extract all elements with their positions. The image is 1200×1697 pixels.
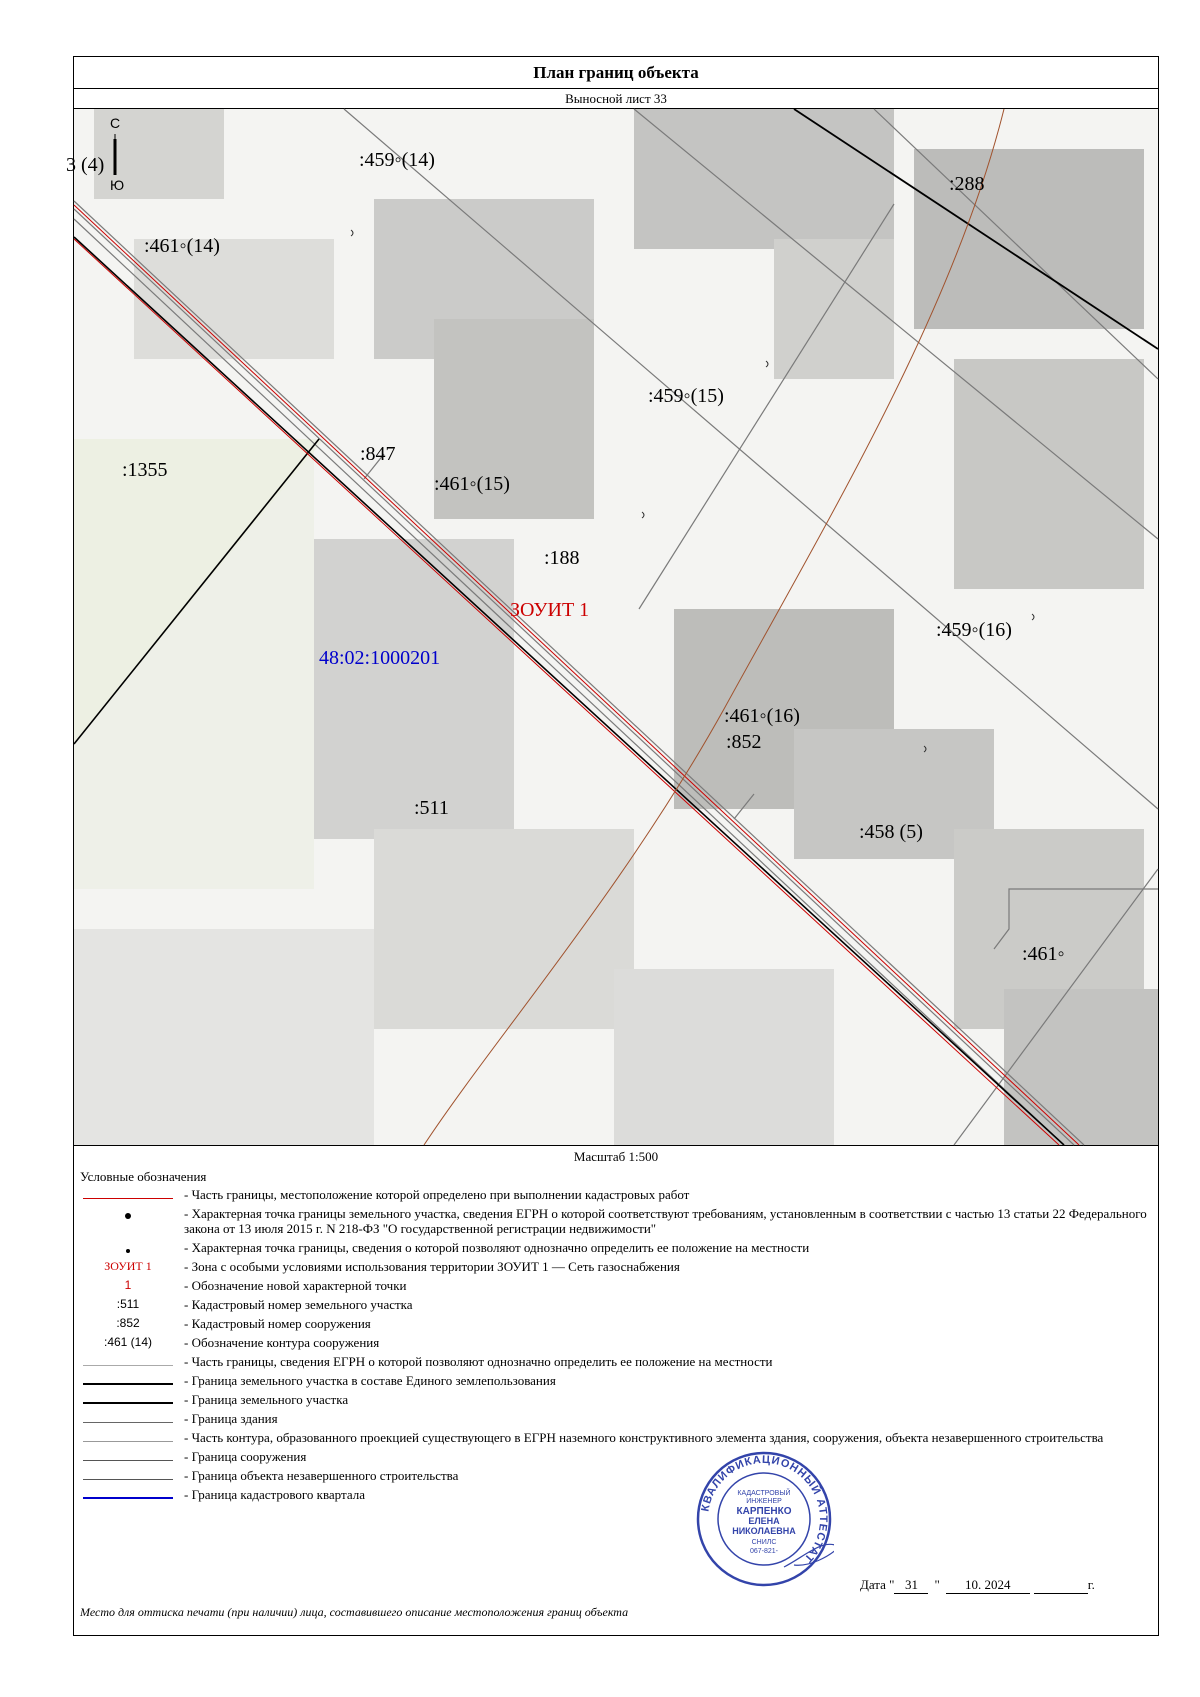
legend-symbol-structure-number: :852 bbox=[116, 1316, 140, 1330]
legend bbox=[80, 1187, 1150, 1506]
seal-outer-text: КВАЛИФИКАЦИОННЫЙ АТТЕСТАТ bbox=[699, 1453, 830, 1565]
legend-symbol-new-point: 1 bbox=[124, 1278, 132, 1292]
engineer-seal-stamp bbox=[694, 1449, 834, 1589]
legend-row bbox=[80, 1316, 1150, 1331]
seal-line7: 067-821- bbox=[749, 1548, 779, 1555]
seal-line5: НИКОЛАЕВНА bbox=[732, 1526, 796, 1536]
legend-text: - Часть границы, сведения ЕГРН о которой позволяют однозначно определить ее положение на местности bbox=[184, 1354, 773, 1369]
date-blank bbox=[1034, 1577, 1088, 1594]
legend-text: - Граница сооружения bbox=[184, 1449, 307, 1464]
legend-row bbox=[80, 1487, 1150, 1502]
date-month-year: 10. 2024 bbox=[946, 1577, 1030, 1594]
seal-line2: ИНЖЕНЕР bbox=[746, 1498, 782, 1505]
label-cadastral-quarter: 48:02:1000201 bbox=[319, 647, 441, 669]
label-459-16: :459◦(16) bbox=[936, 619, 1012, 641]
legend-row bbox=[80, 1392, 1150, 1407]
legend-symbol-structure-line bbox=[80, 1449, 176, 1464]
legend-text: - Обозначение контура сооружения bbox=[184, 1335, 380, 1350]
legend-row bbox=[80, 1354, 1150, 1369]
legend-row bbox=[80, 1468, 1150, 1483]
legend-text: - Граница кадастрового квартала bbox=[184, 1487, 365, 1502]
page-subtitle: Выносной лист 33 bbox=[74, 89, 1158, 109]
label-459-14: :459◦(14) bbox=[359, 149, 435, 171]
legend-symbol-big-dot bbox=[80, 1206, 176, 1221]
label-461-15: :461◦(15) bbox=[434, 473, 510, 495]
legend-row bbox=[80, 1259, 1150, 1274]
date-mid: " bbox=[934, 1577, 940, 1592]
legend-row bbox=[80, 1206, 1150, 1236]
stamp-place-note: Место для оттиска печати (при наличии) лица, составившего описание местоположения границ объекта bbox=[80, 1605, 629, 1619]
legend-row bbox=[80, 1430, 1150, 1445]
legend-row bbox=[80, 1411, 1150, 1426]
legend-symbol-red-line bbox=[80, 1187, 176, 1202]
label-458-5: :458 (5) bbox=[859, 821, 923, 843]
date-field bbox=[860, 1577, 1095, 1594]
label-461-edge: :461◦ bbox=[1022, 943, 1065, 965]
seal-line6: СНИЛС bbox=[751, 1539, 777, 1546]
compass-south: Ю bbox=[110, 177, 125, 193]
legend-row bbox=[80, 1297, 1150, 1312]
legend-row bbox=[80, 1278, 1150, 1293]
legend-row bbox=[80, 1187, 1150, 1202]
label-zouit-1: ЗОУИТ 1 bbox=[510, 599, 590, 621]
legend-symbol-thick-black-line bbox=[80, 1373, 176, 1388]
seal-line1: КАДАСТРОВЫЙ bbox=[737, 1490, 791, 1497]
legend-symbol-blue-line bbox=[80, 1487, 176, 1502]
legend-symbol-contour: :461 (14) bbox=[103, 1335, 153, 1349]
legend-text: - Кадастровый номер сооружения bbox=[184, 1316, 371, 1331]
legend-text: - Кадастровый номер земельного участка bbox=[184, 1297, 413, 1312]
legend-row bbox=[80, 1240, 1150, 1255]
label-461-16: :461◦(16) bbox=[724, 705, 800, 727]
map-area[interactable] bbox=[66, 109, 1158, 1146]
legend-title: Условные обозначения bbox=[80, 1169, 207, 1184]
legend-symbol-zouit: ЗОУИТ 1 bbox=[104, 1259, 152, 1273]
date-day: 31 bbox=[894, 1577, 928, 1594]
date-suffix: г. bbox=[1087, 1577, 1095, 1592]
map-scale: Масштаб 1:500 bbox=[573, 1149, 659, 1164]
label-852: :852 bbox=[726, 731, 762, 753]
legend-text: - Часть границы, местоположение которой определено при выполнении кадастровых работ bbox=[184, 1187, 690, 1202]
label-288: :288 bbox=[949, 173, 985, 195]
legend-text: - Граница здания bbox=[184, 1411, 278, 1426]
legend-symbol-grey-line bbox=[80, 1354, 176, 1369]
legend-text: - Характерная точка границы, сведения о которой позволяют однозначно определить ее положение на местности bbox=[184, 1240, 810, 1255]
legend-text: - Граница земельного участка в составе Единого землепользования bbox=[184, 1373, 556, 1388]
legend-row bbox=[80, 1449, 1150, 1464]
legend-row bbox=[80, 1373, 1150, 1388]
legend-text: - Граница земельного участка bbox=[184, 1392, 349, 1407]
legend-text: - Обозначение новой характерной точки bbox=[184, 1278, 407, 1293]
label-188: :188 bbox=[544, 547, 580, 569]
legend-text: - Граница объекта незавершенного строительства bbox=[184, 1468, 459, 1483]
seal-line4: ЕЛЕНА bbox=[748, 1516, 780, 1526]
plan-sheet bbox=[66, 56, 1159, 1636]
legend-symbol-unfinished-line bbox=[80, 1468, 176, 1483]
compass-north: С bbox=[110, 115, 121, 131]
legend-text: - Зона с особыми условиями использования территории ЗОУИТ 1 — Сеть газоснабжения bbox=[184, 1259, 680, 1274]
legend-symbol-small-dot bbox=[80, 1240, 176, 1255]
seal-line3: КАРПЕНКО bbox=[736, 1506, 792, 1517]
label-847: :847 bbox=[360, 443, 396, 465]
label-461-14: :461◦(14) bbox=[144, 235, 220, 257]
legend-text: - Часть контура, образованного проекцией существующего в ЕГРН наземного конструктивного элемента здания, сооружения, объекта незавершенного строительства bbox=[184, 1430, 1104, 1445]
legend-symbol-building-line bbox=[80, 1411, 176, 1426]
label-1355: :1355 bbox=[122, 459, 168, 481]
legend-symbol-plot-number: :511 bbox=[116, 1297, 140, 1311]
legend-text: - Характерная точка границы земельного участка, сведения ЕГРН о которой соответствуют требованиям, установленным в соответствии с частью 13 статьи 22 Федерального закона от 13 июля 2015 г. N 218-ФЗ "О государственной регистрации недвижимости" bbox=[184, 1206, 1147, 1236]
date-prefix: Дата " bbox=[860, 1577, 895, 1592]
legend-row bbox=[80, 1335, 1150, 1350]
legend-symbol-contour-line bbox=[80, 1430, 176, 1445]
label-459-15: :459◦(15) bbox=[648, 385, 724, 407]
label-511: :511 bbox=[414, 797, 449, 819]
page-title: План границ объекта bbox=[74, 57, 1158, 89]
label-3-4: 3 (4) bbox=[66, 154, 105, 176]
legend-symbol-black-line bbox=[80, 1392, 176, 1407]
